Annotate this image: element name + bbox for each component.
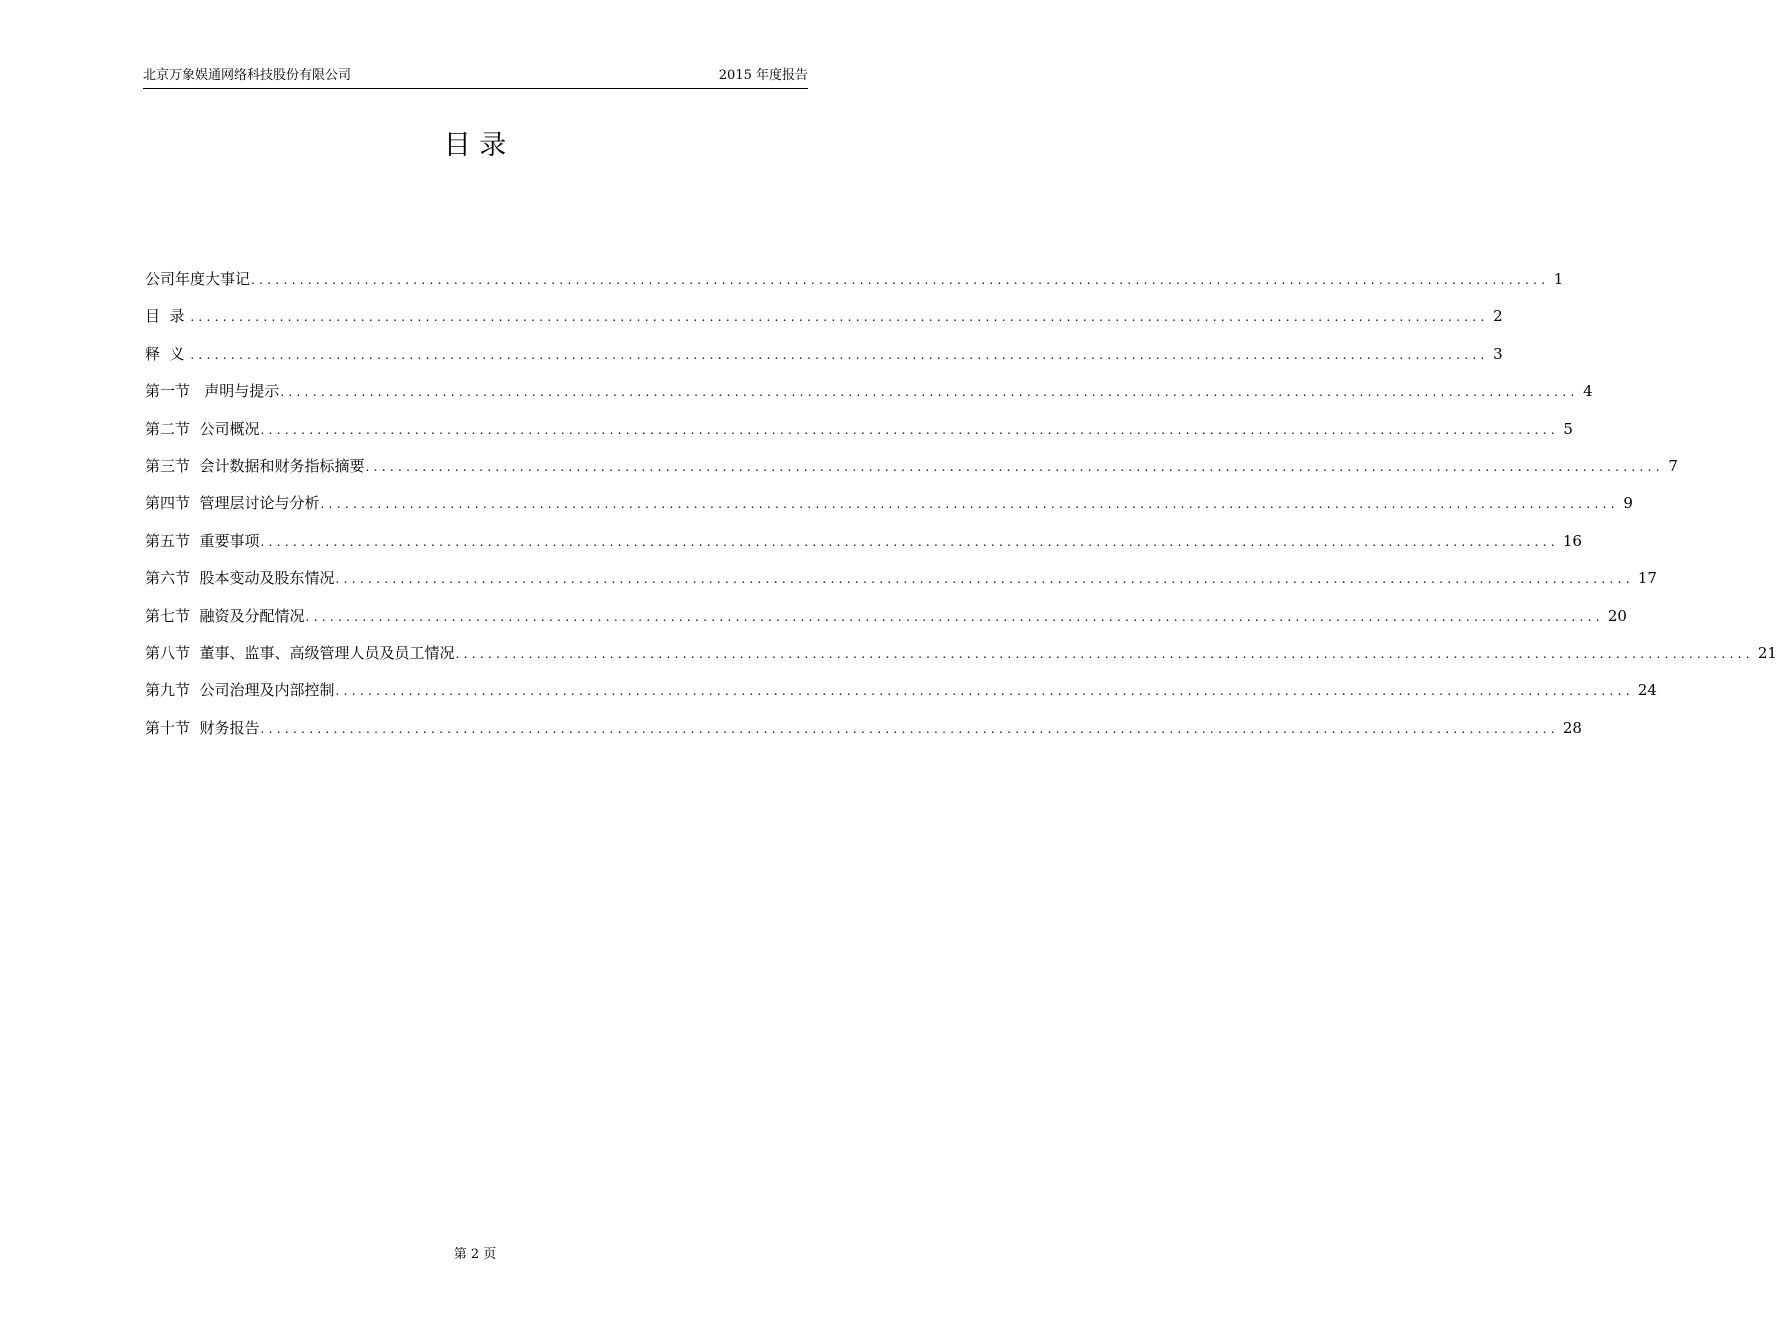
toc-leader-dots: ................................................................................................................................................................ — [280, 385, 1579, 400]
table-of-contents — [145, 264, 1777, 750]
toc-entry[interactable] — [145, 414, 1573, 451]
toc-leader-dots: ................................................................................................................................................................ — [190, 310, 1489, 325]
toc-entry-label: 第九节 公司治理及内部控制 — [145, 681, 335, 700]
toc-leader-dots: ................................................................................................................................................................ — [320, 497, 1619, 512]
page-title: 目 录 — [443, 130, 507, 161]
page-header — [143, 66, 808, 89]
toc-leader-dots: ................................................................................................................................................................ — [190, 347, 1489, 362]
toc-entry-page: 5 — [1563, 419, 1573, 438]
toc-entry-label: 第十节 财务报告 — [145, 718, 260, 737]
toc-leader-dots: ................................................................................................................................................................ — [260, 422, 1559, 437]
toc-entry[interactable] — [145, 488, 1633, 525]
toc-entry-label: 目 录 — [145, 307, 190, 326]
toc-leader-dots: ................................................................................................................................................................ — [260, 534, 1559, 549]
toc-entry-page: 20 — [1607, 606, 1627, 625]
toc-entry[interactable] — [145, 563, 1657, 600]
toc-entry-page: 16 — [1562, 531, 1582, 550]
toc-entry-page: 7 — [1668, 456, 1678, 475]
toc-entry-page: 1 — [1553, 270, 1564, 288]
toc-leader-dots: ................................................................................................................................................................ — [335, 572, 1634, 587]
toc-entry[interactable] — [145, 526, 1582, 563]
toc-entry-page: 2 — [1493, 307, 1503, 326]
toc-entry-label: 第七节 融资及分配情况 — [145, 606, 305, 625]
toc-entry-label: 第五节 重要事项 — [145, 531, 260, 550]
header-report-title: 2015 年度报告 — [718, 68, 808, 83]
toc-leader-dots: ................................................................................................................................................................ — [305, 609, 1604, 624]
toc-entry[interactable] — [145, 638, 1777, 675]
toc-entry-page: 4 — [1583, 382, 1593, 401]
toc-entry[interactable] — [145, 451, 1678, 488]
toc-entry[interactable] — [145, 675, 1657, 712]
toc-entry-page: 17 — [1637, 569, 1657, 588]
toc-entry[interactable] — [145, 339, 1503, 376]
toc-entry-label: 公司年度大事记 — [145, 270, 251, 288]
toc-entry[interactable] — [145, 301, 1503, 338]
toc-entry[interactable] — [145, 376, 1593, 413]
toc-entry[interactable] — [145, 713, 1582, 750]
toc-leader-dots: ................................................................................................................................................................ — [260, 721, 1559, 736]
page-number: 第 2 页 — [453, 1247, 497, 1262]
toc-entry-label: 释 义 — [145, 344, 190, 363]
toc-entry-label: 第八节 董事、监事、高级管理人员及员工情况 — [145, 643, 455, 662]
toc-entry-page: 28 — [1562, 718, 1582, 737]
toc-entry[interactable] — [145, 601, 1627, 638]
toc-entry-page: 24 — [1637, 681, 1657, 700]
toc-entry-page: 21 — [1757, 643, 1777, 662]
toc-leader-dots: ................................................................................................................................................................ — [251, 273, 1550, 287]
toc-entry-page: 3 — [1493, 344, 1503, 363]
toc-entry-label: 第二节 公司概况 — [145, 419, 260, 438]
header-company-name: 北京万象娱通网络科技股份有限公司 — [143, 68, 352, 83]
toc-leader-dots: ................................................................................................................................................................ — [365, 459, 1664, 474]
toc-entry-label: 第六节 股本变动及股东情况 — [145, 569, 335, 588]
toc-entry[interactable] — [145, 264, 1564, 301]
toc-entry-label: 第一节 声明与提示 — [145, 382, 280, 401]
toc-leader-dots: ................................................................................................................................................................ — [335, 684, 1634, 699]
toc-entry-label: 第三节 会计数据和财务指标摘要 — [145, 456, 365, 475]
toc-entry-page: 9 — [1623, 494, 1633, 513]
toc-entry-label: 第四节 管理层讨论与分析 — [145, 494, 320, 513]
toc-leader-dots: ................................................................................................................................................................ — [455, 646, 1754, 661]
